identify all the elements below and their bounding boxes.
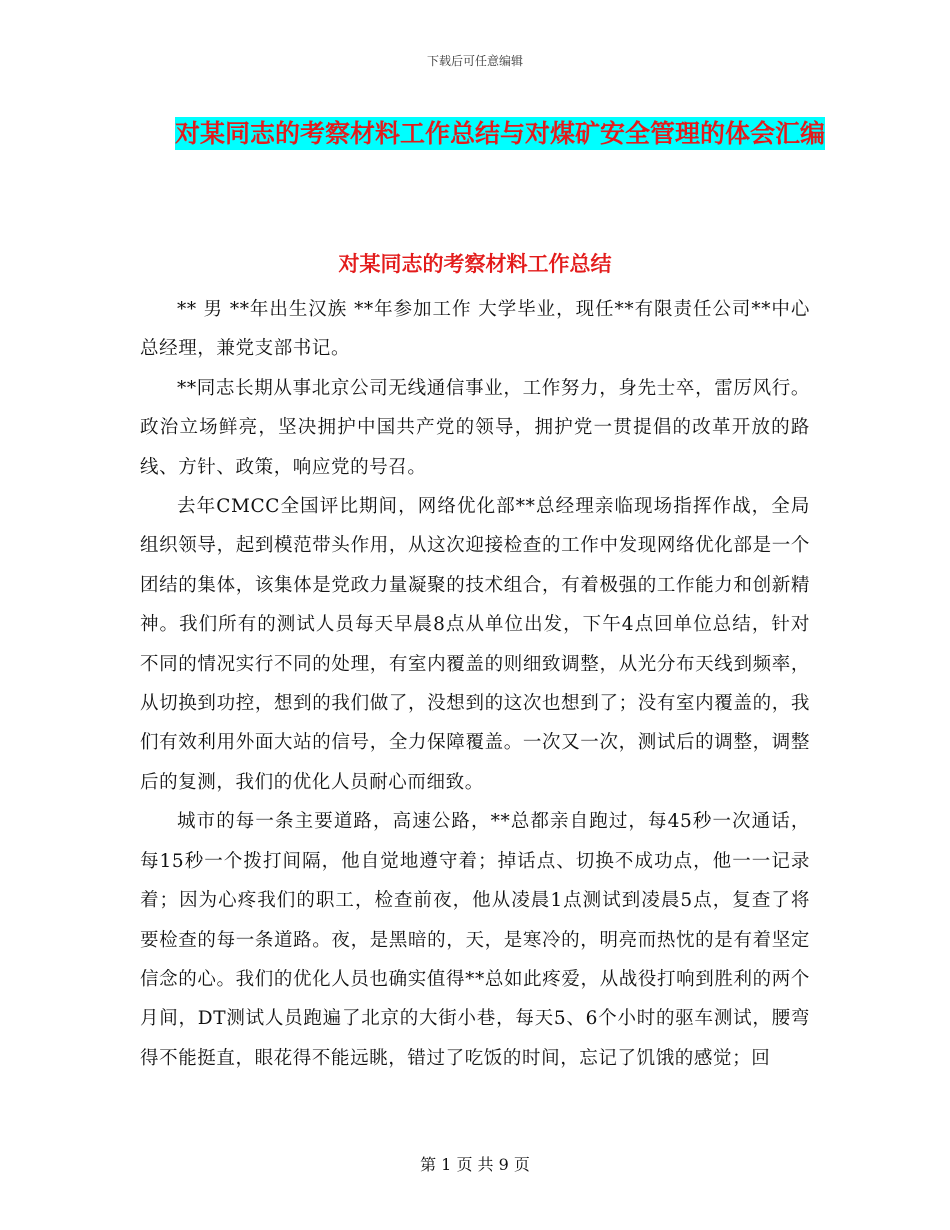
document-title [140,110,860,158]
document-title-text: 对某同志的考察材料工作总结与对煤矿安全管理的体会汇编 [174,119,825,148]
paragraph: 城市的每一条主要道路，高速公路，**总都亲自跑过，每45秒一次通话，每15秒一个拨打间隔，他自觉地遵守着；掉话点、切换不成功点，他一一记录着；因为心疼我们的职工，检查前夜，他从凌晨1点测试到凌晨5点，复查了将要检查的每一条道路。夜，是黑暗的，天，是寒冷的，明亮而热忱的是有着坚定信念的心。我们的优化人员也确实值得**总如此疼爱，从战役打响到胜利的两个月间，DT测试人员跑遍了北京的大街小巷，每天5、6个小时的驱车测试，腰弯得不能挺直，眼花得不能远眺，错过了吃饭的时间，忘记了饥饿的感觉；回 [140,811,810,1069]
page-header-note: 下载后可任意编辑 [426,54,523,68]
paragraph: **同志长期从事北京公司无线通信事业，工作努力，身先士卒，雷厉风行。政治立场鲜亮，坚决拥护中国共产党的领导，拥护党一贯提倡的改革开放的路线、方针、政策，响应党的号召。 [140,377,810,478]
document-body [140,290,810,1078]
paragraph: ** 男 **年出生汉族 **年参加工作 大学毕业，现任**有限责任公司**中心总经理，兼党支部书记。 [140,299,810,360]
section-title: 对某同志的考察材料工作总结 [338,252,612,276]
page-number: 第 1 页 共 9 页 [420,1155,530,1174]
paragraph: 去年CMCC全国评比期间，网络优化部**总经理亲临现场指挥作战，全局组织领导，起到模范带头作用，从这次迎接检查的工作中发现网络优化部是一个团结的集体，该集体是党政力量凝聚的技术组合，有着极强的工作能力和创新精神。我们所有的测试人员每天早晨8点从单位出发，下午4点回单位总结，针对不同的情况实行不同的处理，有室内覆盖的则细致调整，从光分布天线到频率，从切换到功控，想到的我们做了，没想到的这次也想到了；没有室内覆盖的，我们有效利用外面大站的信号，全力保障覆盖。一次又一次，测试后的调整，调整后的复测，我们的优化人员耐心而细致。 [140,496,810,793]
